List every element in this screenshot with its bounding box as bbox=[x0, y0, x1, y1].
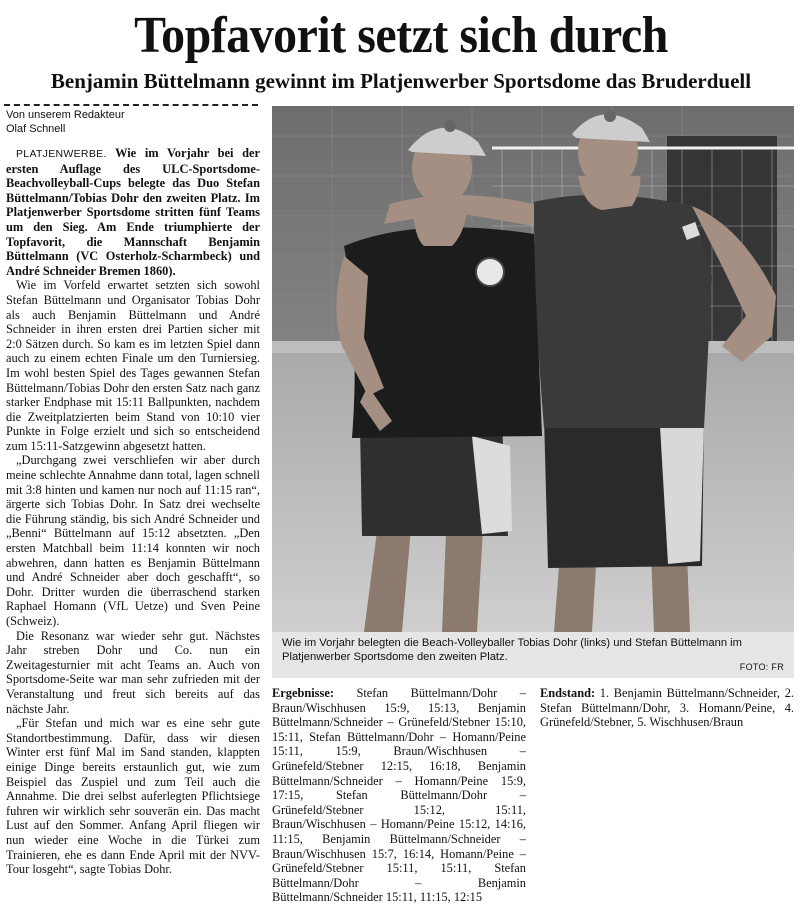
byline-line1: Von unserem Redakteur bbox=[6, 109, 125, 121]
photo-caption bbox=[272, 632, 794, 678]
article-column-1 bbox=[6, 146, 260, 877]
body-paragraph-3: Die Resonanz war wieder sehr gut. Nächstes Jahr streben Dohr und Co. nun ein Zweitagesturnier mit acht Teams an. Auch von Sportsdome-Seite war man sehr zufrieden mit der Veranstaltung und freut sich bereits auf das nächste Jahr. bbox=[6, 628, 260, 716]
headline: Topfavorit setzt sich durch bbox=[134, 7, 668, 64]
dateline: PLATJENWERBE. bbox=[16, 148, 107, 160]
lead-paragraph bbox=[6, 146, 260, 278]
article-column-3 bbox=[540, 686, 794, 730]
results-paragraph bbox=[272, 686, 526, 905]
results-label: Ergebnisse: bbox=[272, 686, 334, 700]
article-column-2 bbox=[272, 686, 526, 905]
article-photo bbox=[272, 106, 794, 632]
byline-rule bbox=[4, 104, 258, 106]
photo-credit: FOTO: FR bbox=[739, 662, 784, 672]
standings-paragraph bbox=[540, 686, 794, 730]
body-paragraph-1: Wie im Vorfeld erwartet setzten sich sowohl Stefan Büttelmann und Organisator Tobias Dohr als auch Benjamin Büttelmann und André Schneider in ihren ersten drei Partien sicher mit 2:0 Sätzen durch. So kam es im letzten Spiel dann auch zu einem echten Finale um den Turniersieg. Im wohl besten Spiel des Tages gewannen Stefan Büttelmann/Tobias Dohr den ersten Satz nach ganz starker Endphase mit 15:11 Ballpunkten, nachdem die Zweitplatzierten beim Stand von 10:10 vier Punkte in Folge erzielt und sich so entscheidend zum 15:11-Satzgewinn abgesetzt hatten. bbox=[6, 278, 260, 453]
lead-text: Wie im Vorjahr bei der ersten Auflage des ULC-Sportsdome-Beachvolleyball-Cups belegte das Duo Stefan Büttelmann/Tobias Dohr den zweiten Platz. Im Platjenwerber Sportsdome stritten fünf Teams um den Sieg. Am Ende triumphierte der Topfavorit, die Mannschaft Benjamin Büttelmann (VC Osterholz-Scharmbeck) und André Schneider Bremen 1860). bbox=[6, 146, 260, 278]
caption-text: Wie im Vorjahr belegten die Beach-Volleyballer Tobias Dohr (links) und Stefan Büttelmann im Platjenwerber Sportsdome den zweiten Platz. bbox=[282, 637, 742, 663]
body-paragraph-2: „Durchgang zwei verschliefen wir aber durch meine schlechte Annahme dann total, lagen schnell mit 3:8 hinten und kamen nur noch auf 11:15 ran“, ärgerte sich Tobias Dohr. In Satz drei wechselte die Führung ständig, bis sich André Schneider und „Benni“ Büttelmann auf 15:12 absetzten. „Den ersten Matchball beim 11:14 konnten wir noch abwehren, dann hatten es Benjamin Büttelmann und André Schneider aber doch geschafft“, so Dohr. Dritter wurden die überraschend starken Raphael Homann (VfL Uetze) und Sven Peine (Schweiz). bbox=[6, 453, 260, 628]
byline bbox=[6, 108, 260, 136]
body-paragraph-4: „Für Stefan und mich war es eine sehr gute Standortbestimmung. Dafür, dass wir diesen Winter erst fünf Mal im Sand standen, klappten einige Dinge bereits erstaunlich gut, wie zum Beispiel das Zuspiel und zum Teil auch die Annahme. Die drei selbst auferlegten Pflichtsiege fuhren wir wirklich sehr souverän ein. Das macht Lust auf den Sommer. Anfang April fliegen wir nun wieder eine Woche in die Türkei zum Trainieren, ehe es dann Ende April mit der NVV-Tour losgeht“, sagte Tobias Dohr. bbox=[6, 716, 260, 877]
subheadline: Benjamin Büttelmann gewinnt im Platjenwerber Sportsdome das Bruderduell bbox=[50, 69, 752, 93]
standings-label: Endstand: bbox=[540, 686, 596, 700]
photo-image bbox=[272, 106, 794, 632]
byline-author: Olaf Schnell bbox=[6, 123, 66, 135]
results-text: Stefan Büttelmann/Dohr – Braun/Wischhusen 15:9, 15:13, Benjamin Büttelmann/Schneider – Grünefeld/Stebner 15:10, 15:11, Stefan Büttelmann/Dohr – Homann/Peine 15:11, 15:9, Braun/Wischhusen – Grünefeld/Stebner 12:15, 16:18, Benjamin Büttelmann/Schneider – Homann/Peine 15:9, 17:15, Stefan Büttelmann/Dohr – Grünefeld/Stebner 15:12, 15:11, Braun/Wischhusen – Homann/Peine 15:12, 14:16, 11:15, Benjamin Büttelmann/Schneider – Braun/Wischhusen 15:7, 16:14, Homann/Peine – Grünefeld/Stebner 15:11, 15:11, Stefan Büttelmann/Dohr – Benjamin Büttelmann/Schneider 15:11, 11:15, 12:15 bbox=[272, 686, 526, 905]
standings-text: 1. Benjamin Büttelmann/Schneider, 2. Stefan Büttelmann/Dohr, 3. Homann/Peine, 4. Grünefeld/Stebner, 5. Wischhusen/Braun bbox=[540, 686, 794, 730]
